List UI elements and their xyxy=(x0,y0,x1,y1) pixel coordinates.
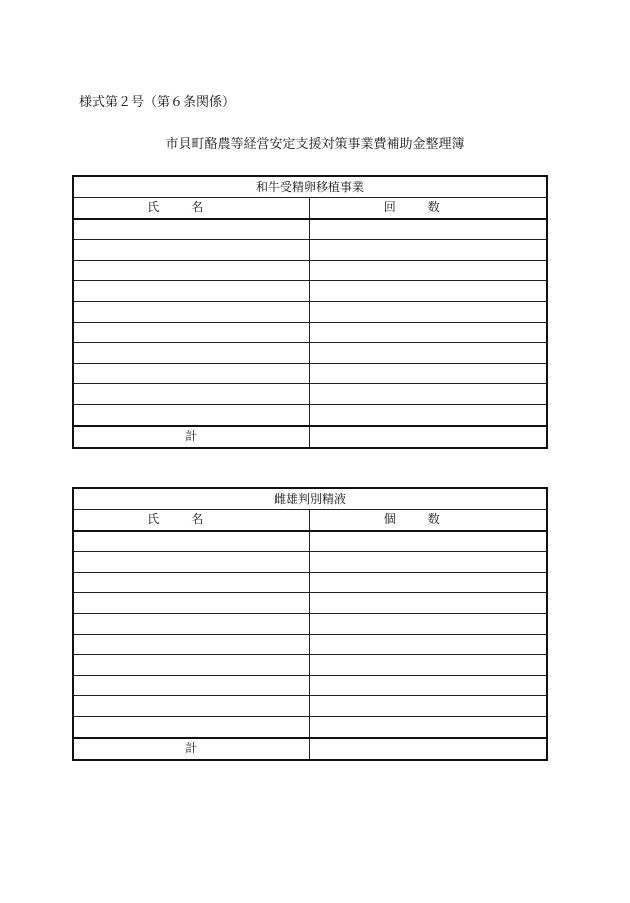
total-value-cell xyxy=(309,426,547,448)
name-cell[interactable] xyxy=(73,675,309,696)
table-row xyxy=(73,343,547,364)
count-cell[interactable] xyxy=(309,552,547,573)
table-row xyxy=(73,301,547,322)
table-row xyxy=(73,675,547,696)
column-header-count: 回数 xyxy=(309,198,547,219)
count-cell[interactable] xyxy=(309,675,547,696)
document-title: 市貝町酪農等経営安定支援対策事業費補助金整理簿 xyxy=(165,137,465,152)
table-row xyxy=(73,240,547,261)
count-cell[interactable] xyxy=(309,613,547,634)
name-cell[interactable] xyxy=(73,404,309,425)
count-cell[interactable] xyxy=(309,572,547,593)
table-title: 雌雄判別精液 xyxy=(73,488,547,510)
table-row xyxy=(73,363,547,384)
count-cell[interactable] xyxy=(309,363,547,384)
table-title: 和牛受精卵移植事業 xyxy=(73,176,547,198)
name-cell[interactable] xyxy=(73,634,309,655)
ledger-table-sexed-semen xyxy=(72,487,548,761)
name-cell[interactable] xyxy=(73,219,309,240)
form-number: 様式第２号（第６条関係） xyxy=(79,95,236,110)
name-cell[interactable] xyxy=(73,655,309,676)
count-cell[interactable] xyxy=(309,281,547,302)
total-label: 計 xyxy=(73,738,309,760)
total-label: 計 xyxy=(73,426,309,448)
total-value-cell xyxy=(309,738,547,760)
count-cell[interactable] xyxy=(309,301,547,322)
count-cell[interactable] xyxy=(309,531,547,552)
count-cell[interactable] xyxy=(309,655,547,676)
count-cell[interactable] xyxy=(309,260,547,281)
name-cell[interactable] xyxy=(73,572,309,593)
name-cell[interactable] xyxy=(73,363,309,384)
name-cell[interactable] xyxy=(73,240,309,261)
count-cell[interactable] xyxy=(309,634,547,655)
blank-rows xyxy=(73,531,547,738)
table-row xyxy=(73,716,547,737)
blank-rows xyxy=(73,219,547,426)
name-cell[interactable] xyxy=(73,696,309,717)
table-row xyxy=(73,384,547,405)
table-row xyxy=(73,322,547,343)
count-cell[interactable] xyxy=(309,343,547,364)
name-cell[interactable] xyxy=(73,384,309,405)
name-cell[interactable] xyxy=(73,281,309,302)
table-row xyxy=(73,634,547,655)
name-cell[interactable] xyxy=(73,531,309,552)
name-cell[interactable] xyxy=(73,716,309,737)
column-header-name: 氏名 xyxy=(73,510,309,531)
table-row xyxy=(73,655,547,676)
table-row xyxy=(73,572,547,593)
name-cell[interactable] xyxy=(73,613,309,634)
count-cell[interactable] xyxy=(309,384,547,405)
name-cell[interactable] xyxy=(73,260,309,281)
name-cell[interactable] xyxy=(73,322,309,343)
name-cell[interactable] xyxy=(73,343,309,364)
table-row xyxy=(73,404,547,425)
count-cell[interactable] xyxy=(309,219,547,240)
table-row xyxy=(73,219,547,240)
count-cell[interactable] xyxy=(309,322,547,343)
table-row xyxy=(73,613,547,634)
table-row xyxy=(73,552,547,573)
count-cell[interactable] xyxy=(309,404,547,425)
table-row xyxy=(73,531,547,552)
column-header-name: 氏名 xyxy=(73,198,309,219)
name-cell[interactable] xyxy=(73,301,309,322)
column-header-count: 個数 xyxy=(309,510,547,531)
table-row xyxy=(73,593,547,614)
count-cell[interactable] xyxy=(309,240,547,261)
name-cell[interactable] xyxy=(73,552,309,573)
table-row xyxy=(73,696,547,717)
name-cell[interactable] xyxy=(73,593,309,614)
count-cell[interactable] xyxy=(309,593,547,614)
table-row xyxy=(73,281,547,302)
count-cell[interactable] xyxy=(309,696,547,717)
ledger-table-embryo-transfer xyxy=(72,175,548,449)
count-cell[interactable] xyxy=(309,716,547,737)
table-row xyxy=(73,260,547,281)
